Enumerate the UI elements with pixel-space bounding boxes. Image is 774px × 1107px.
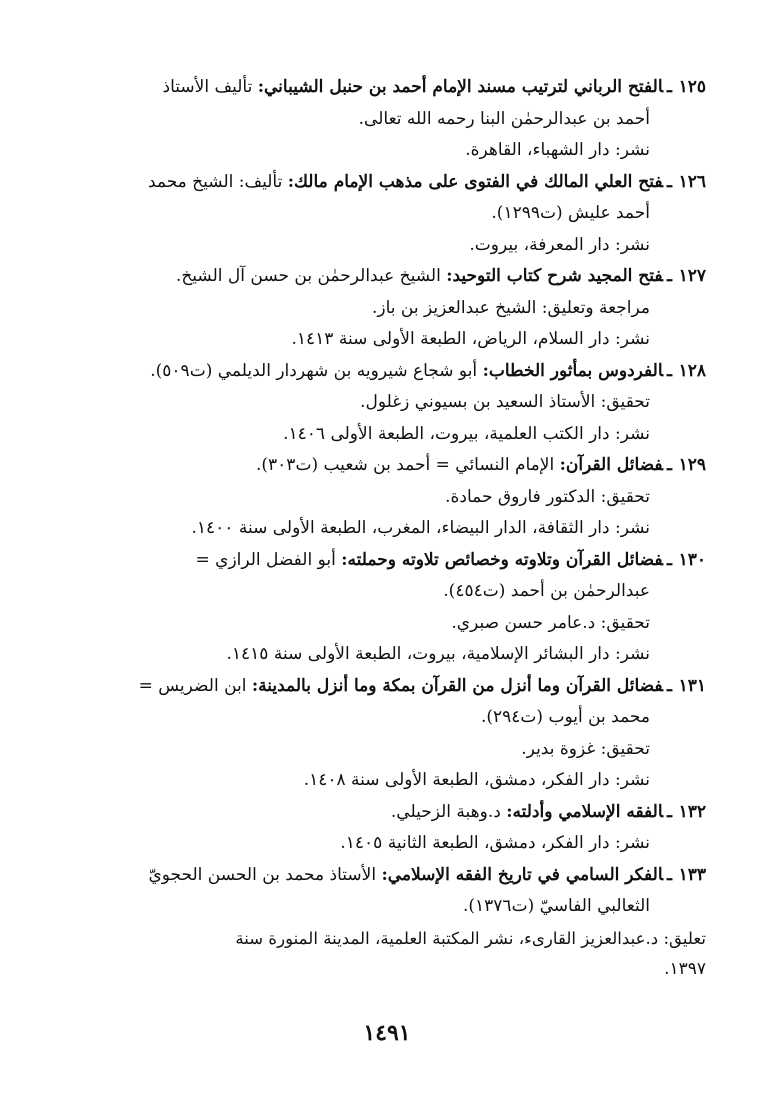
entry-title: الفردوس بمأثور الخطاب: <box>482 360 664 381</box>
entry-line: نشر: دار المعرفة، بيروت. <box>469 234 650 255</box>
entry-line: تحقيق: غزوة بدير. <box>521 738 650 759</box>
entry-author: ابن الضريس = <box>138 675 252 696</box>
entry-line: نشر: دار الفكر، دمشق، الطبعة الأولى سنة ١٤٠٨. <box>303 770 650 790</box>
entry-number: ١٣٠ <box>678 549 706 570</box>
entry-title: فتح العلي المالك في الفتوى على مذهب الإمام مالك: <box>287 171 664 192</box>
entry-number: ١٣١ <box>678 675 706 696</box>
entry-line: عبدالرحمٰن بن أحمد (ت٤٥٤). <box>443 581 650 601</box>
entry-127: ١٢٧ـفتح المجيد شرح كتاب التوحيد: الشيخ عبدالرحمٰن بن حسن آل الشيخ. مراجعة وتعليق: الشيخ عبدالعزيز بن باز. نشر: دار السلام، الرياض، الطبعة الأولى سنة ١٤١٣. <box>100 261 706 356</box>
entry-line: نشر: دار الشهباء، القاهرة. <box>465 140 650 160</box>
entry-line: محمد بن أيوب (ت٢٩٤). <box>480 707 650 727</box>
entry-number: ١٣٢ <box>678 801 706 822</box>
entry-number: ١٢٩ <box>678 455 706 475</box>
entry-title: الفكر السامي في تاريخ الفقه الإسلامي: <box>381 864 664 885</box>
entry-line: نشر: دار الثقافة، الدار البيضاء، المغرب، الطبعة الأولى سنة ١٤٠٠. <box>191 518 650 538</box>
entry-author: أبو الفضل الرازي = <box>195 549 342 570</box>
entry-title: فضائل القرآن وما أنزل من القرآن بمكة وما أنزل بالمدينة: <box>251 675 664 696</box>
entry-line: نشر: دار الكتب العلمية، بيروت، الطبعة الأولى ١٤٠٦. <box>283 423 650 444</box>
entry-title: الفتح الرباني لترتيب مسند الإمام أحمد بن حنبل الشيباني: <box>257 77 664 97</box>
entry-line: تحقيق: الدكتور فاروق حمادة. <box>445 486 650 507</box>
entry-author: الأستاذ محمد بن الحسن الحجويّ <box>148 864 382 885</box>
entry-line: تحقيق: د.عامر حسن صبري. <box>451 612 650 633</box>
entry-133: ١٣٣ـالفكر السامي في تاريخ الفقه الإسلامي: الأستاذ محمد بن الحسن الحجويّ الثعالبي الفاسيّ (ت١٣٧٦). <box>100 860 706 923</box>
entry-author: تأليف: الشيخ محمد <box>147 171 288 192</box>
entry-129: ١٢٩ـفضائل القرآن: الإمام النسائي = أحمد بن شعيب (ت٣٠٣). تحقيق: الدكتور فاروق حمادة. نشر: دار الثقافة، الدار البيضاء، المغرب، الطبعة الأولى سنة ١٤٠٠. <box>100 450 706 545</box>
entry-number: ١٢٨ <box>678 360 706 381</box>
entry-author: تأليف الأستاذ <box>162 77 258 97</box>
entry-126: ١٢٦ـفتح العلي المالك في الفتوى على مذهب الإمام مالك: تأليف: الشيخ محمد أحمد عليش (ت١٢٩٩). نشر: دار المعرفة، بيروت. <box>100 167 706 262</box>
entry-author: د.وهبة الزحيلي. <box>390 801 507 822</box>
entry-128: ١٢٨ـالفردوس بمأثور الخطاب: أبو شجاع شيرويه بن شهردار الديلمي (ت٥٠٩). تحقيق: الأستاذ السعيد بن بسيوني زغلول. نشر: دار الكتب العلمية، بيروت، الطبعة الأولى ١٤٠٦. <box>100 356 706 451</box>
final-note-line-1: تعليق: د.عبدالعزيز القارىء، نشر المكتبة العلمية، المدينة المنورة سنة <box>235 928 706 948</box>
entry-number: ١٢٧ <box>678 266 706 286</box>
entry-author: الإمام النسائي = أحمد بن شعيب (ت٣٠٣). <box>256 455 560 475</box>
bibliography-page <box>100 72 706 986</box>
entry-132: ١٣٢ـالفقه الإسلامي وأدلته: د.وهبة الزحيلي. نشر: دار الفكر، دمشق، الطبعة الثانية ١٤٠٥. <box>100 797 706 860</box>
final-note-line-2: ١٣٩٧. <box>664 959 706 979</box>
entry-131: ١٣١ـفضائل القرآن وما أنزل من القرآن بمكة وما أنزل بالمدينة: ابن الضريس = محمد بن أيوب (ت٢٩٤). تحقيق: غزوة بدير. نشر: دار الفكر، دمشق، الطبعة الأولى سنة ١٤٠٨. <box>100 671 706 797</box>
entry-line: أحمد بن عبدالرحمٰن البنا رحمه الله تعالى. <box>358 108 650 129</box>
entry-line: نشر: دار السلام، الرياض، الطبعة الأولى سنة ١٤١٣. <box>291 329 650 349</box>
entry-number: ١٣٣ <box>678 864 706 885</box>
entry-number: ١٢٦ <box>678 171 706 192</box>
page-number: ١٤٩١ <box>363 1020 411 1046</box>
entry-line: أحمد عليش (ت١٢٩٩). <box>491 203 650 223</box>
entry-130: ١٣٠ـفضائل القرآن وتلاوته وخصائص تلاوته وحملته: أبو الفضل الرازي = عبدالرحمٰن بن أحمد (ت٤٥٤). تحقيق: د.عامر حسن صبري. نشر: دار البشائر الإسلامية، بيروت، الطبعة الأولى سنة ١٤١٥. <box>100 545 706 671</box>
entry-line: الثعالبي الفاسيّ (ت١٣٧٦). <box>462 896 650 916</box>
entry-line: مراجعة وتعليق: الشيخ عبدالعزيز بن باز. <box>371 297 650 318</box>
entry-line: نشر: دار البشائر الإسلامية، بيروت، الطبعة الأولى سنة ١٤١٥. <box>226 644 650 664</box>
entry-line: تحقيق: الأستاذ السعيد بن بسيوني زغلول. <box>360 392 650 412</box>
entry-title: فتح المجيد شرح كتاب التوحيد: <box>446 266 664 286</box>
entry-125: ١٢٥ـالفتح الرباني لترتيب مسند الإمام أحمد بن حنبل الشيباني: تأليف الأستاذ أحمد بن عبدالرحمٰن البنا رحمه الله تعالى. نشر: دار الشهباء، القاهرة. <box>100 72 706 167</box>
entry-author: الشيخ عبدالرحمٰن بن حسن آل الشيخ. <box>175 266 447 286</box>
entry-title: فضائل القرآن: <box>559 455 664 475</box>
entry-author: أبو شجاع شيرويه بن شهردار الديلمي (ت٥٠٩). <box>150 360 483 381</box>
entry-number: ١٢٥ <box>678 77 706 97</box>
entry-title: فضائل القرآن وتلاوته وخصائص تلاوته وحملته: <box>341 549 664 570</box>
entry-line: نشر: دار الفكر، دمشق، الطبعة الثانية ١٤٠٥. <box>340 833 650 853</box>
entry-title: الفقه الإسلامي وأدلته: <box>506 801 664 822</box>
